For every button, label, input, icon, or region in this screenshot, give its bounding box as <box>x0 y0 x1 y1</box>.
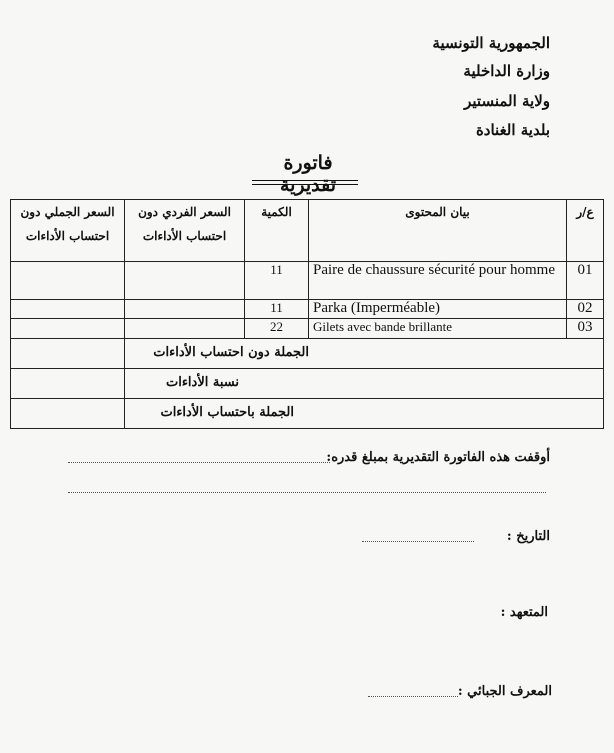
row-description: Paire de chaussure sécurité pour homme <box>309 262 567 300</box>
row-num: 01 <box>567 262 604 300</box>
tax-id-label: المعرف الجبائي : <box>457 684 552 699</box>
col-num: ع/ر <box>567 200 604 262</box>
header-republic: الجمهورية التونسية <box>432 34 550 52</box>
subtotal-label: الجملة دون احتساب الأداءات <box>125 339 604 369</box>
closing-statement: أوقفت هذه الفاتورة التقديرية بمبلغ قدره: <box>326 450 550 465</box>
invoice-table <box>10 199 604 429</box>
page-title: فاتورة تقديرية <box>279 152 337 196</box>
total-row <box>11 399 604 429</box>
title-underline <box>252 180 358 181</box>
row-quantity: 11 <box>245 300 309 319</box>
row-quantity: 22 <box>245 319 309 339</box>
table-row <box>11 262 604 300</box>
title-underline-2 <box>252 184 358 185</box>
subtotal-row <box>11 339 604 369</box>
date-line <box>362 541 474 542</box>
row-description: Parka (Imperméable) <box>309 300 567 319</box>
header-ministry: وزارة الداخلية <box>463 62 550 80</box>
header-governorate: ولاية المنستير <box>464 92 550 110</box>
row-quantity: 11 <box>245 262 309 300</box>
col-description: بيان المحتوى <box>309 200 567 262</box>
supplier-label: المتعهد : <box>500 605 548 620</box>
row-num: 02 <box>567 300 604 319</box>
date-label: التاريخ : <box>506 529 550 544</box>
tax-rate-row <box>11 369 604 399</box>
amount-line-1 <box>68 462 330 463</box>
col-quantity: الكمية <box>245 200 309 262</box>
table-row <box>11 319 604 339</box>
tax-rate-label: نسبة الأداءات <box>125 369 604 399</box>
row-num: 03 <box>567 319 604 339</box>
table-header-row <box>11 200 604 262</box>
amount-line-2 <box>68 492 546 493</box>
total-label: الجملة باحتساب الأداءات <box>125 399 604 429</box>
tax-id-line <box>368 696 458 697</box>
header-municipality: بلدية الغنادة <box>475 121 550 139</box>
col-unit-price: السعر الفردي دون احتساب الأداءات <box>125 200 245 262</box>
table-row <box>11 300 604 319</box>
row-description: Gilets avec bande brillante <box>309 319 567 339</box>
col-total-price: السعر الجملي دون احتساب الأداءات <box>11 200 125 262</box>
